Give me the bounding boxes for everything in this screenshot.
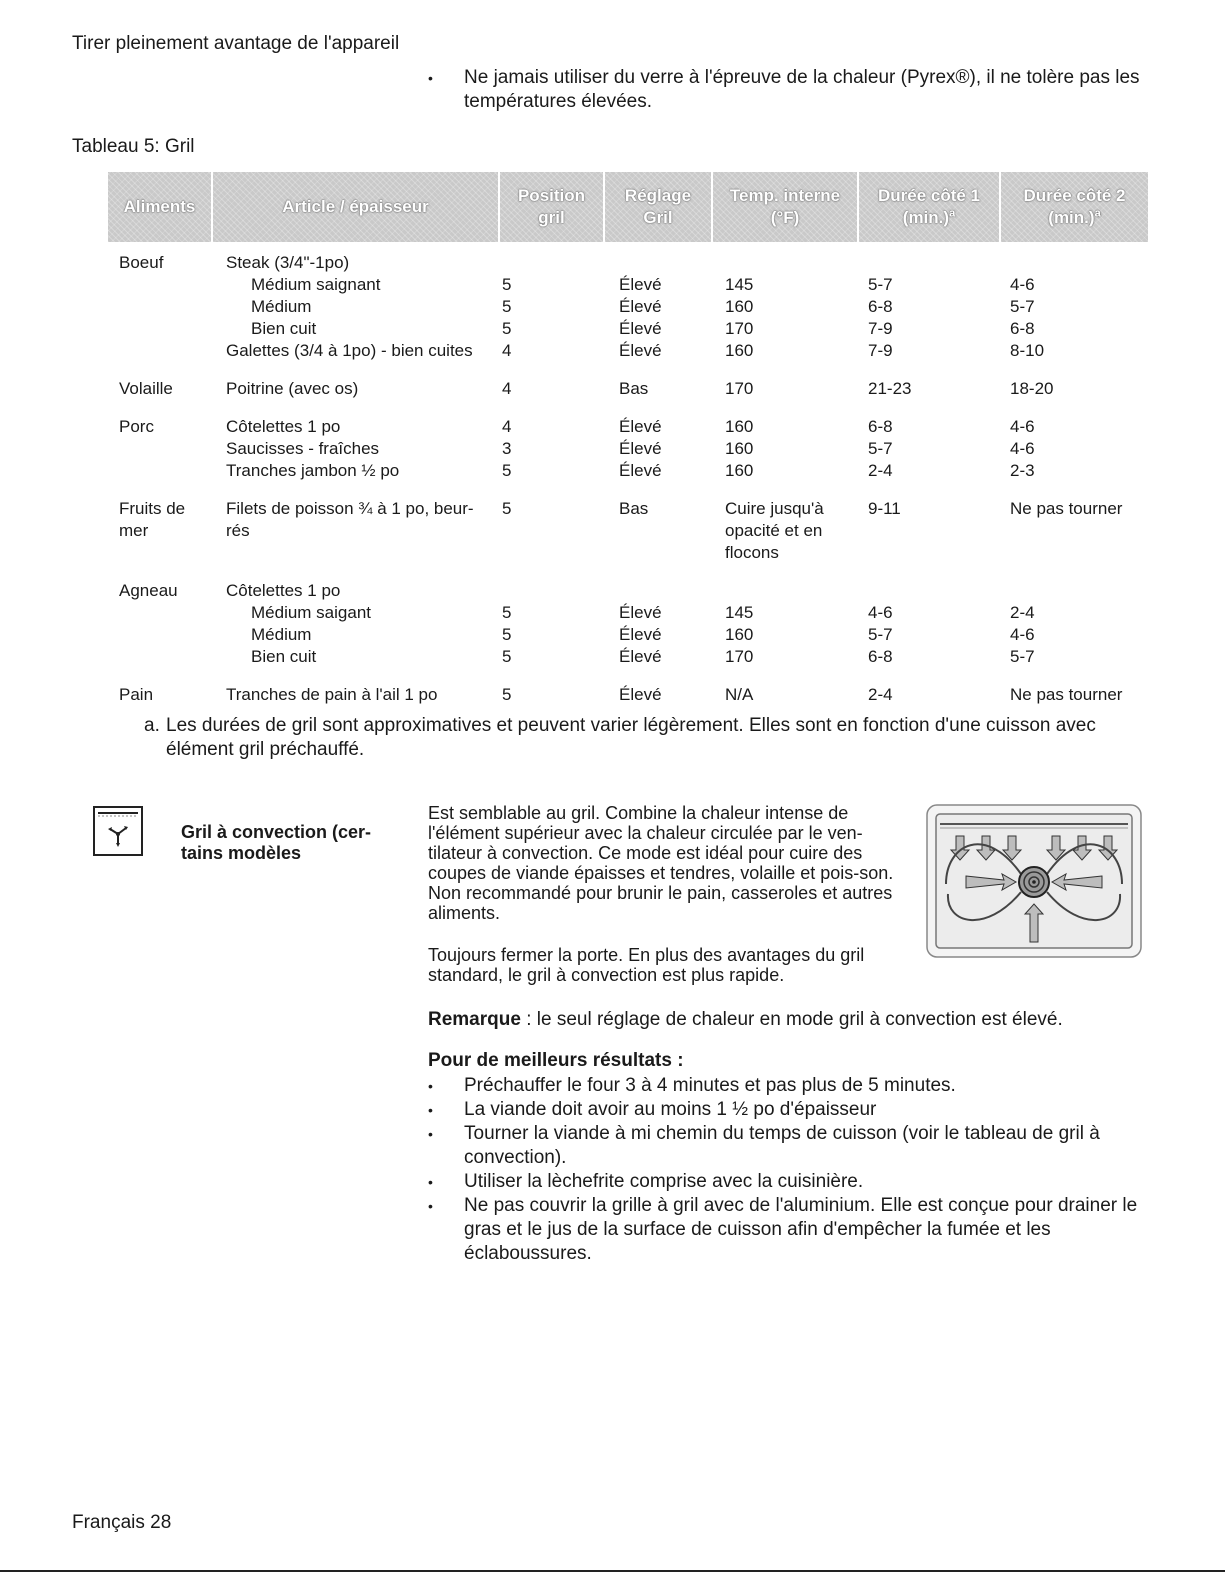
cell-item: Filets de poisson ¾ à 1 po, beur-rés [226,499,474,540]
table-row [108,438,1148,460]
table-row [108,340,1148,362]
bottom-rule [0,1570,1225,1572]
table-group [108,252,1148,362]
cell-setting: Bas [619,499,649,518]
warning-bullet-item: • Ne jamais utiliser du verre à l'épreuve de la chaleur (Pyrex®), il ne tolère pas les températures élevées. [424,66,1154,114]
cell-position: 4 [502,341,512,360]
table-group [108,684,1148,706]
cell-item: Médium saigant [251,603,372,622]
cell-setting: Élevé [619,275,662,294]
cell-duration-side-2: 4-6 [1010,417,1035,436]
cell-position: 5 [502,603,512,622]
cell-internal-temp: 145 [725,275,754,294]
table-row [108,318,1148,340]
cell-duration-side-2: Ne pas tourner [1010,685,1123,704]
table-header-row [108,172,1148,242]
cell-item: Côtelettes 1 po [226,581,341,600]
page-header-title: Tirer pleinement avantage de l'appareil [72,33,400,54]
table-footnote [144,714,1134,762]
header-setting: Réglage Gril [605,172,711,242]
cell-setting: Élevé [619,603,662,622]
cell-internal-temp: 160 [725,297,754,316]
cell-setting: Bas [619,379,649,398]
table-row [108,580,1148,602]
table-row [108,296,1148,318]
cell-position: 5 [502,625,512,644]
table-group [108,498,1148,564]
cell-duration-side-2: 8-10 [1010,341,1045,360]
cell-duration-side-2: 5-7 [1010,647,1035,666]
cell-duration-side-1: 7-9 [868,319,893,338]
cell-item: Steak (3/4"-1po) [226,253,350,272]
cell-duration-side-2: 4-6 [1010,625,1035,644]
cell-item: Médium [251,625,312,644]
cell-item: Bien cuit [251,319,317,338]
cell-duration-side-2: 5-7 [1010,297,1035,316]
cell-food: Agneau [119,581,178,600]
cell-food: Porc [119,417,154,436]
table-body [108,252,1148,706]
cell-duration-side-1: 2-4 [868,461,893,480]
cell-duration-side-1: 6-8 [868,297,893,316]
cell-duration-side-1: 6-8 [868,417,893,436]
header-item: Article / épaisseur [213,172,498,242]
cell-position: 5 [502,685,512,704]
best-results-item: • Ne pas couvrir la grille à gril avec de l'aluminium. Elle est conçue pour drainer le gras et le jus de la surface de cuisson afin d'empêcher la fumée et les éclaboussures. [424,1194,1154,1266]
table-group [108,416,1148,482]
table-title: Tableau 5: Gril [72,136,195,157]
cell-item: Médium [251,297,312,316]
table-group [108,378,1148,400]
cell-item: Bien cuit [251,647,317,666]
table-row [108,646,1148,668]
best-results-list [424,1074,1154,1266]
cell-duration-side-2: 6-8 [1010,319,1035,338]
cell-internal-temp: 170 [725,647,754,666]
broil-table [108,172,1148,706]
cell-duration-side-1: 5-7 [868,439,893,458]
cell-position: 5 [502,499,512,518]
cell-internal-temp: 160 [725,439,754,458]
footnote-label: a. [144,715,160,736]
cell-duration-side-1: 6-8 [868,647,893,666]
cell-setting: Élevé [619,417,662,436]
table-group [108,580,1148,668]
table-row [108,624,1148,646]
cell-duration-side-2: 18-20 [1010,379,1054,398]
table-row [108,684,1148,706]
page-number: Français 28 [72,1512,172,1533]
cell-item: Tranches de pain à l'ail 1 po [226,685,438,704]
cell-duration-side-2: 4-6 [1010,439,1035,458]
cell-food: Boeuf [119,253,164,272]
best-results-title: Pour de meilleurs résultats : [428,1050,684,1071]
cell-item: Poitrine (avec os) [226,379,359,398]
best-results-item: • Tourner la viande à mi chemin du temps de cuisson (voir le tableau de gril à convection). [424,1122,1154,1170]
best-results-item: • Préchauffer le four 3 à 4 minutes et pas plus de 5 minutes. [424,1074,1154,1098]
cell-duration-side-1: 2-4 [868,685,893,704]
header-internal-temp: Temp. interne (°F) [713,172,857,242]
best-results-item: • La viande doit avoir au moins 1 ½ po d'épaisseur [424,1098,1154,1122]
cell-duration-side-1: 4-6 [868,603,893,622]
cell-duration-side-1: 5-7 [868,275,893,294]
cell-food: Fruits de mer [119,499,186,540]
header-position: Position gril [500,172,603,242]
table-row [108,378,1148,400]
cell-internal-temp: 160 [725,625,754,644]
convection-heading: Gril à convection (cer-tains modèles [181,822,372,863]
cell-duration-side-2: 2-4 [1010,603,1035,622]
table-row [108,602,1148,624]
cell-duration-side-2: 4-6 [1010,275,1035,294]
cell-setting: Élevé [619,647,662,666]
table-row [108,498,1148,564]
cell-position: 5 [502,319,512,338]
cell-food: Volaille [119,379,173,398]
cell-setting: Élevé [619,439,662,458]
table-row [108,252,1148,274]
cell-duration-side-1: 7-9 [868,341,893,360]
cell-setting: Élevé [619,297,662,316]
cell-internal-temp: 160 [725,341,754,360]
remark-label: Remarque [428,1009,521,1030]
cell-internal-temp: 170 [725,319,754,338]
cell-item: Galettes (3/4 à 1po) - bien cuites [226,341,473,360]
remark-text: : le seul réglage de chaleur en mode gril à convection est élevé. [520,1009,1063,1030]
cell-setting: Élevé [619,685,662,704]
convection-fan-icon [92,805,144,857]
cell-position: 5 [502,647,512,666]
cell-duration-side-1: 5-7 [868,625,893,644]
convection-remark [428,1008,1148,1032]
cell-item: Tranches jambon ½ po [226,461,400,480]
header-duration-side-1: Durée côté 1 $(\min.)^a$ [859,172,999,242]
cell-position: 3 [502,439,512,458]
cell-item: Côtelettes 1 po [226,417,341,436]
cell-position: 4 [502,379,512,398]
cell-item: Médium saignant [251,275,381,294]
cell-duration-side-2: 2-3 [1010,461,1035,480]
table-row [108,416,1148,438]
cell-duration-side-2: Ne pas tourner [1010,499,1123,518]
cell-internal-temp: N/A [725,685,754,704]
cell-item: Saucisses - fraîches [226,439,380,458]
cell-duration-side-1: 9-11 [868,499,901,518]
top-warning-note [424,66,1154,114]
cell-setting: Élevé [619,461,662,480]
cell-position: 5 [502,461,512,480]
cell-internal-temp: 170 [725,379,754,398]
header-food: Aliments [108,172,211,242]
convection-door-note: Toujours fermer la porte. En plus des avantages du gril standard, le gril à convection est plus rapide. [428,945,865,985]
best-results-item: • Utiliser la lèchefrite comprise avec la cuisinière. [424,1170,1154,1194]
header-duration-side-2: Durée côté 2 $(\min.)^a$ [1001,172,1148,242]
footnote-text: Les durées de gril sont approximatives et peuvent varier légèrement. Elles sont en fonction d'une cuisson avec élément gril préchauffé. [166,715,1096,760]
table-row [108,274,1148,296]
cell-duration-side-1: 21-23 [868,379,912,398]
cell-setting: Élevé [619,625,662,644]
table-row [108,460,1148,482]
cell-setting: Élevé [619,319,662,338]
cell-position: 5 [502,275,512,294]
cell-food: Pain [119,685,154,704]
cell-internal-temp: Cuire jusqu'à opacité et en flocons [725,499,824,562]
cell-internal-temp: 160 [725,461,754,480]
convection-description: Est semblable au gril. Combine la chaleur intense de l'élément supérieur avec la chaleur circulée par le ven-tilateur à convection. Ce mode est idéal pour cuire des coupes de viande épaisses et tendres, volaille et pois-son. Non recommandé pour brunir le pain, casseroles et autres aliments. [428,803,894,923]
cell-position: 4 [502,417,512,436]
cell-position: 5 [502,297,512,316]
cell-setting: Élevé [619,341,662,360]
oven-airflow-diagram [926,804,1142,958]
cell-internal-temp: 145 [725,603,754,622]
cell-internal-temp: 160 [725,417,754,436]
